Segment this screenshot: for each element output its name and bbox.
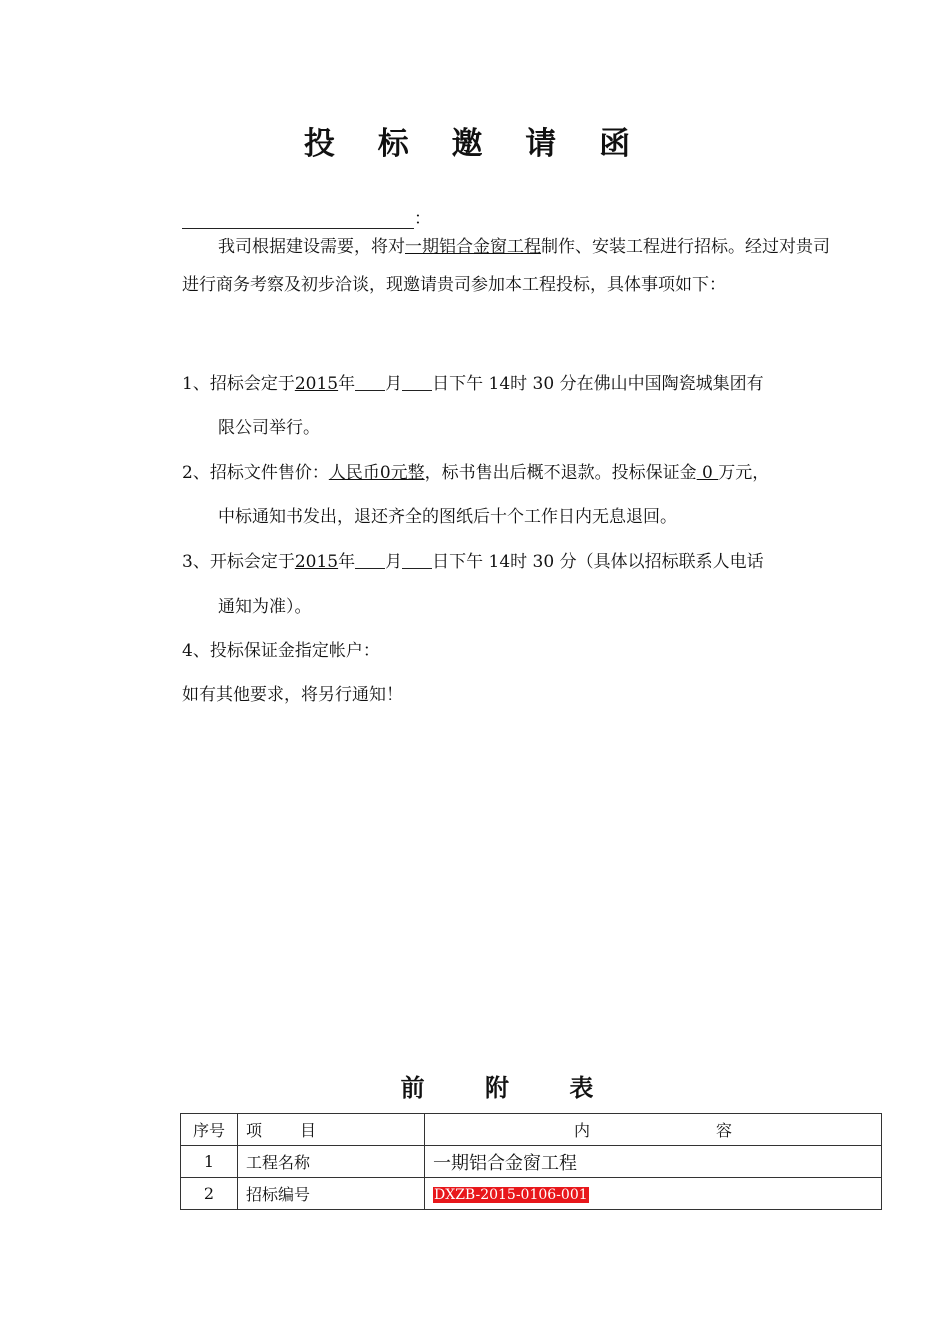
- row-item: 招标编号: [238, 1178, 425, 1210]
- item-3-day-blank: [402, 552, 432, 569]
- item-2-price: 人民币0元整: [328, 463, 425, 483]
- item-3: [182, 547, 764, 572]
- table-row: [181, 1178, 882, 1210]
- item-1-cont: 限公司举行。: [218, 418, 320, 438]
- item-2-mid: ，标书售出后概不退款。投标保证金: [424, 463, 697, 483]
- item-1: [182, 369, 764, 394]
- table-row: [181, 1146, 882, 1178]
- closing-text: 如有其他要求，将另行通知！: [182, 685, 403, 705]
- item-2: [182, 458, 769, 483]
- item-1-year-suffix: 年: [338, 374, 356, 394]
- item-3-month-blank: [355, 552, 385, 569]
- table-header-row: [181, 1114, 882, 1146]
- row-item: 工程名称: [238, 1146, 425, 1178]
- item-2-suffix: 万元，: [718, 463, 770, 483]
- item-1-prefix: 1、招标会定于: [182, 374, 295, 394]
- attachment-title: 前 附 表: [400, 1073, 620, 1102]
- header-no: 序号: [181, 1114, 238, 1146]
- item-3-rest: 日下午 14时 30 分（具体以招标联系人电话: [432, 552, 764, 572]
- item-1-rest: 日下午 14时 30 分在佛山中国陶瓷城集团有: [432, 374, 764, 394]
- item-1-month-blank: [355, 374, 385, 391]
- attachment-table: [180, 1113, 882, 1210]
- item-1-month-suffix: 月: [385, 374, 403, 394]
- item-2-cont: 中标通知书发出，退还齐全的图纸后十个工作日内无息退回。: [218, 507, 677, 527]
- salutation: [182, 204, 431, 229]
- row-content: 一期铝合金窗工程: [425, 1146, 882, 1178]
- item-3-month-suffix: 月: [385, 552, 403, 572]
- header-content: 内 容: [425, 1114, 882, 1146]
- intro-rest: 制作、安装工程进行招标。经过对贵司进行商务考察及初步洽谈，现邀请贵司参加本工程投标，具体事项如下：: [182, 237, 830, 295]
- tender-number-highlight: DXZB-2015-0106-001: [434, 1187, 588, 1203]
- item-2-deposit: 0: [696, 463, 719, 483]
- document-title: 投 标 邀 请 函: [303, 126, 647, 162]
- row-content: [425, 1178, 882, 1210]
- item-2-prefix: 2、招标文件售价：: [182, 463, 329, 483]
- intro-lead: 我司根据建设需要，将对: [218, 237, 405, 257]
- item-1-day-blank: [402, 374, 432, 391]
- item-1-year: 2015: [294, 374, 339, 394]
- intro-paragraph: [182, 228, 842, 304]
- project-name: 一期铝合金窗工程: [405, 237, 541, 257]
- item-4: 4、投标保证金指定帐户：: [182, 641, 380, 661]
- row-no: 1: [181, 1146, 238, 1178]
- item-3-cont: 通知为准）。: [218, 597, 312, 617]
- recipient-blank: [182, 212, 414, 229]
- item-3-prefix: 3、开标会定于: [182, 552, 295, 572]
- header-item: 项 目: [238, 1114, 425, 1146]
- salutation-colon: ：: [414, 209, 431, 229]
- row-no: 2: [181, 1178, 238, 1210]
- item-3-year: 2015: [294, 552, 339, 572]
- item-3-year-suffix: 年: [338, 552, 356, 572]
